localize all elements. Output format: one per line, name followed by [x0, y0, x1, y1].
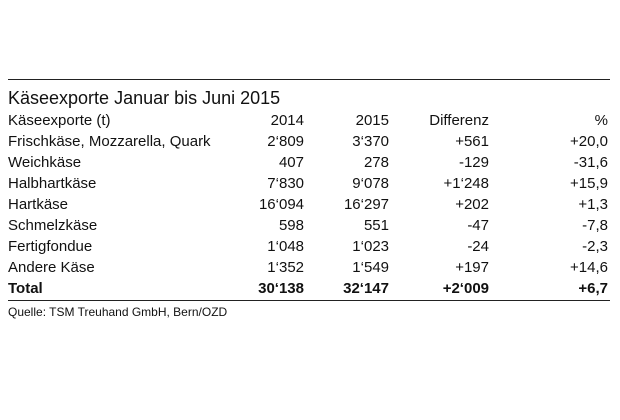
- cell-percent: +15,9: [570, 175, 608, 192]
- total-percent: +6,7: [578, 280, 608, 297]
- cell-differenz: +1‘248: [443, 175, 489, 192]
- cell-2014: 2‘809: [267, 133, 304, 150]
- cell-differenz: +197: [455, 259, 489, 276]
- header-differenz: Differenz: [429, 112, 489, 129]
- table-header-row: [8, 110, 610, 131]
- table-row: [8, 257, 610, 278]
- table-row: [8, 236, 610, 257]
- table-row: [8, 152, 610, 173]
- row-label: Hartkäse: [8, 196, 69, 213]
- cell-2014: 1‘352: [267, 259, 304, 276]
- cell-differenz: -47: [467, 217, 489, 234]
- total-2014: 30‘138: [258, 280, 304, 297]
- table-row: [8, 131, 610, 152]
- cell-2015: 1‘549: [352, 259, 389, 276]
- cell-2015: 1‘023: [352, 238, 389, 255]
- cell-differenz: -129: [458, 154, 489, 171]
- row-label: Schmelzkäse: [8, 217, 98, 234]
- row-label: Frischkäse, Mozzarella, Quark: [8, 133, 211, 150]
- cell-2015: 551: [363, 217, 389, 234]
- table-row: [8, 194, 610, 215]
- cell-2015: 3‘370: [352, 133, 389, 150]
- cell-2014: 7‘830: [267, 175, 304, 192]
- cell-percent: -2,3: [582, 238, 608, 255]
- cell-percent: +1,3: [578, 196, 608, 213]
- row-label: Halbhartkäse: [8, 175, 97, 192]
- cell-percent: +14,6: [570, 259, 608, 276]
- cell-2014: 407: [278, 154, 304, 171]
- cell-percent: -31,6: [573, 154, 608, 171]
- cell-2014: 598: [278, 217, 304, 234]
- cell-percent: +20,0: [570, 133, 608, 150]
- row-label: Fertigfondue: [8, 238, 93, 255]
- cell-2015: 278: [363, 154, 389, 171]
- cell-differenz: +561: [455, 133, 489, 150]
- export-table: [8, 110, 610, 299]
- total-label: Total: [8, 280, 43, 297]
- header-percent: %: [594, 112, 608, 129]
- table-row: [8, 173, 610, 194]
- header-label: Käseexporte (t): [8, 112, 111, 129]
- bottom-rule: [8, 300, 610, 301]
- row-label: Weichkäse: [8, 154, 82, 171]
- header-2014: 2014: [270, 112, 304, 129]
- cell-2015: 9‘078: [352, 175, 389, 192]
- row-label: Andere Käse: [8, 259, 95, 276]
- table-title: Käseexporte Januar bis Juni 2015: [8, 88, 281, 108]
- cell-2015: 16‘297: [343, 196, 389, 213]
- table-row: [8, 215, 610, 236]
- cell-2014: 1‘048: [267, 238, 304, 255]
- total-row: [8, 278, 610, 299]
- cell-differenz: +202: [455, 196, 489, 213]
- header-2015: 2015: [355, 112, 389, 129]
- cell-differenz: -24: [467, 238, 489, 255]
- total-2015: 32‘147: [343, 280, 389, 297]
- cell-2014: 16‘094: [258, 196, 304, 213]
- cell-percent: -7,8: [582, 217, 608, 234]
- source-note: Quelle: TSM Treuhand GmbH, Bern/OZD: [8, 305, 228, 319]
- top-rule: [8, 79, 610, 80]
- total-differenz: +2‘009: [442, 280, 489, 297]
